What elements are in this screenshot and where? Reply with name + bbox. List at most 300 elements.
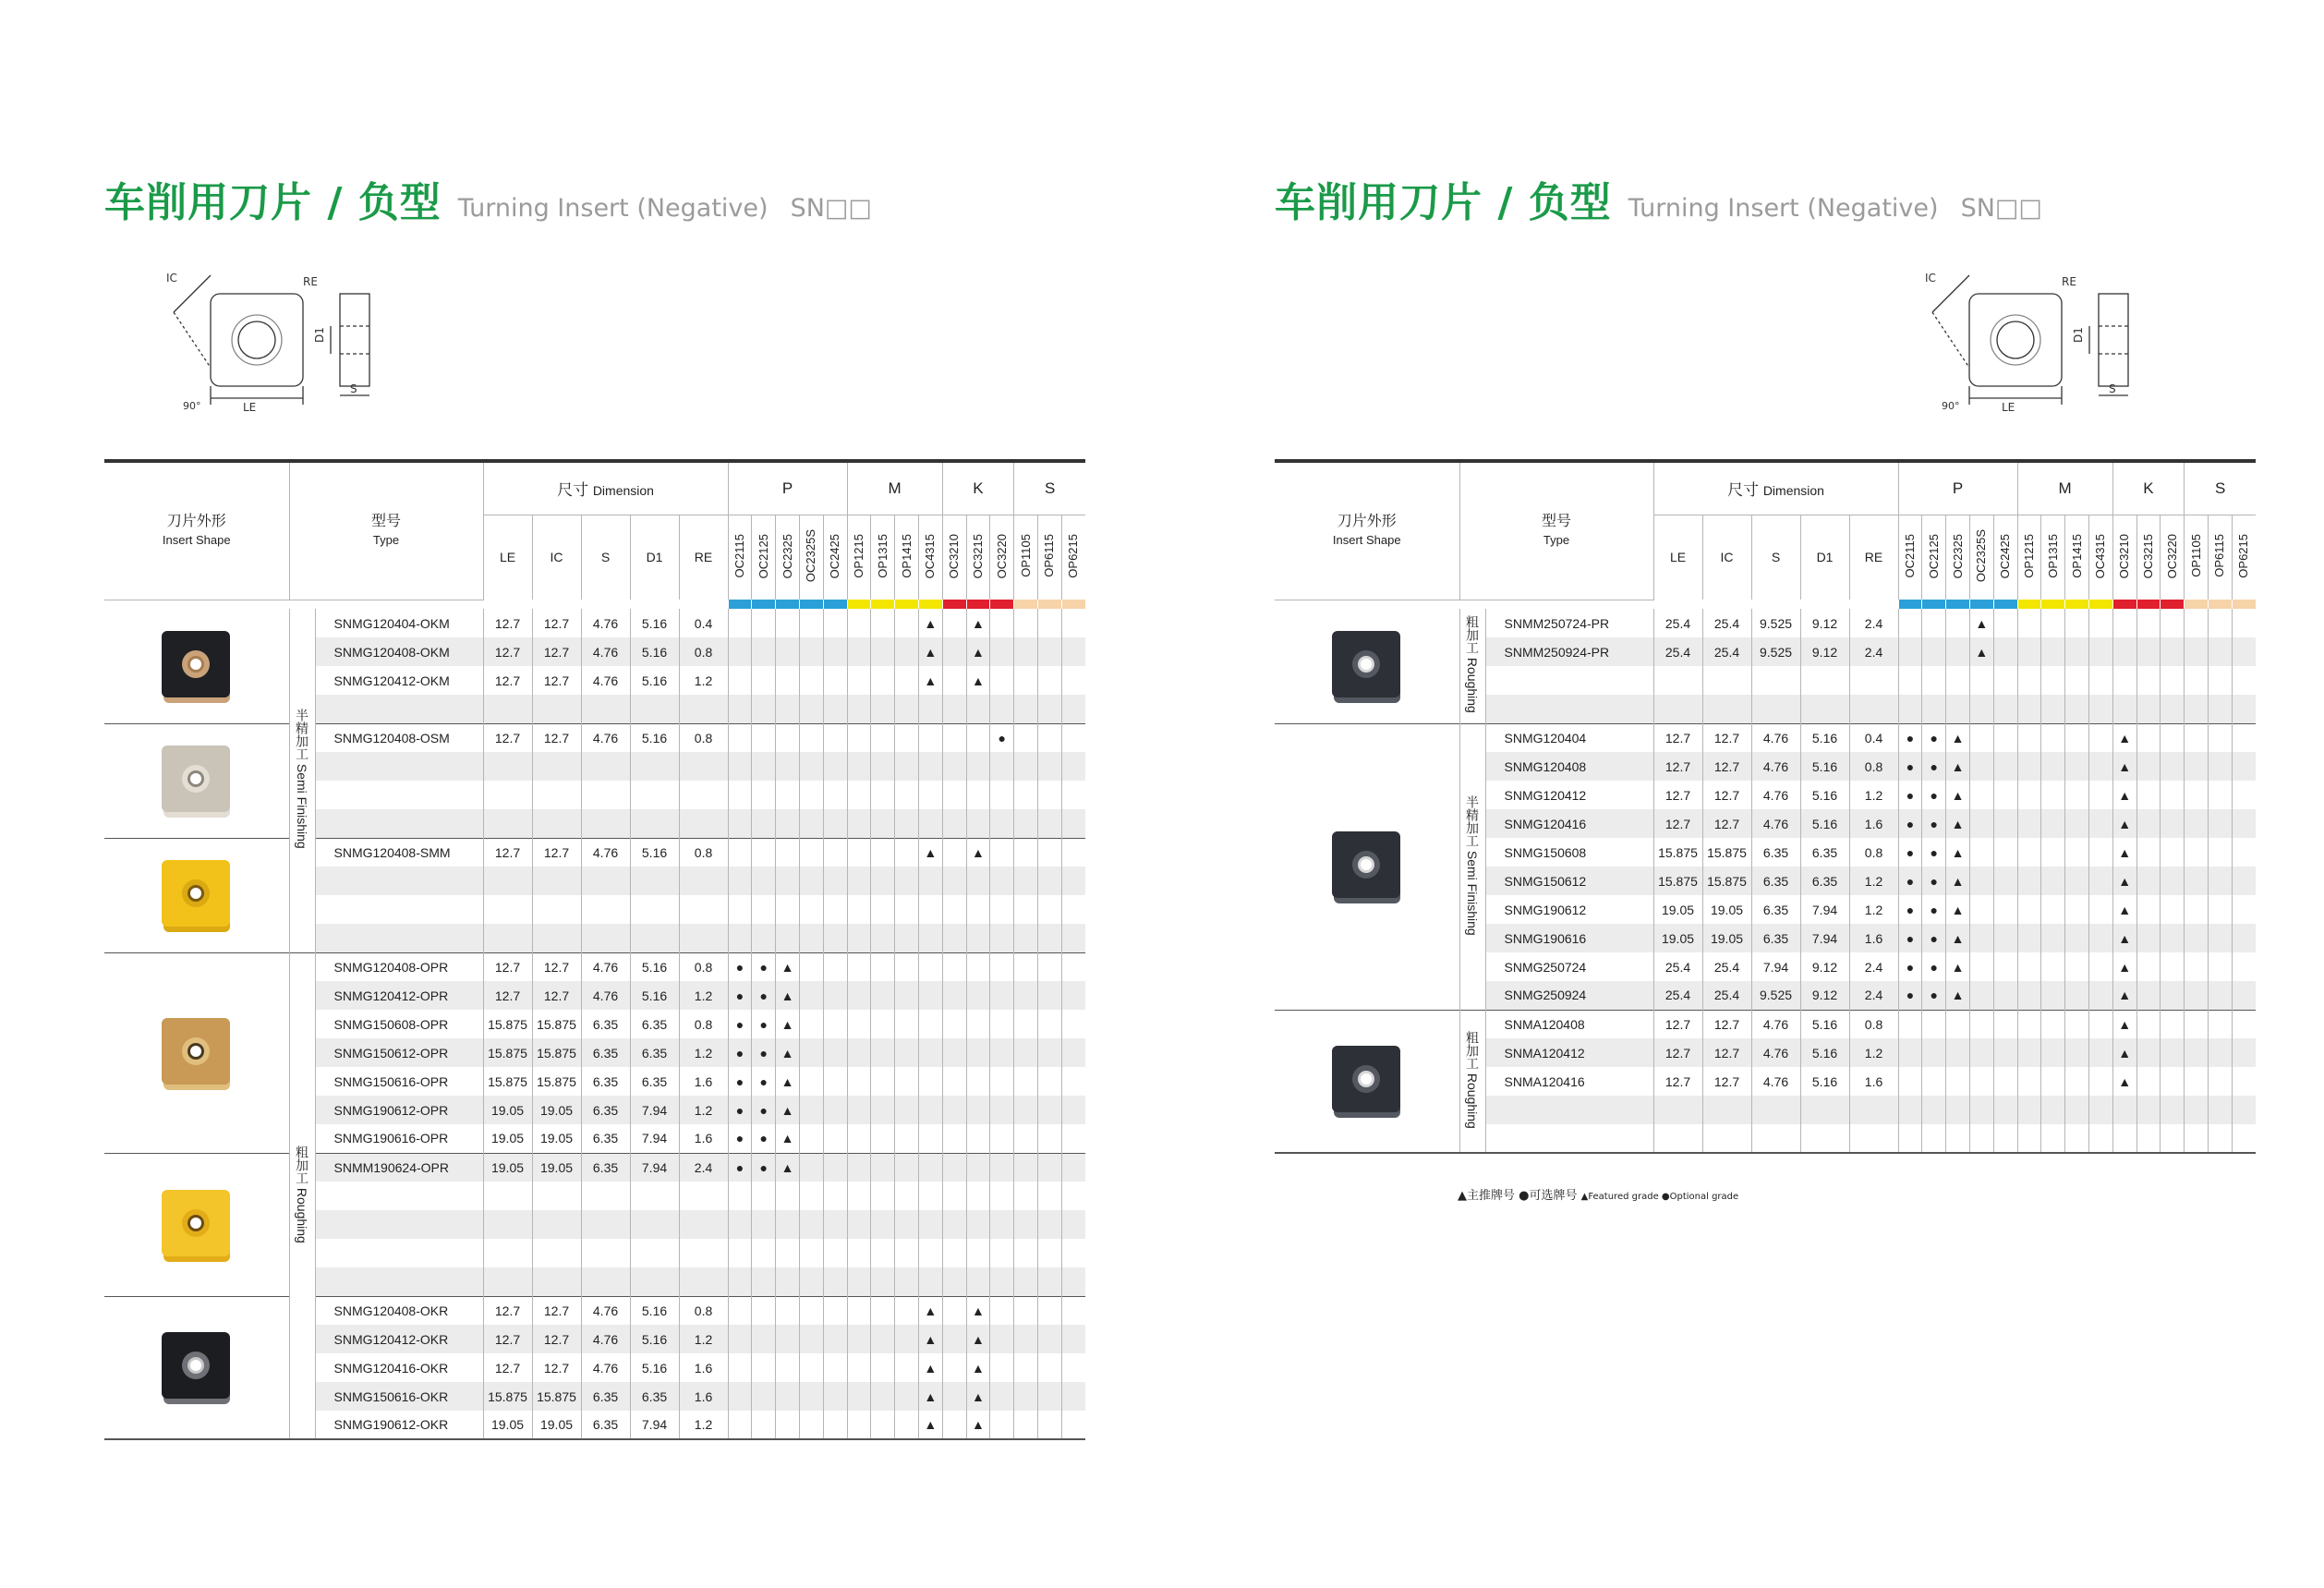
dimension-cell [1751,666,1800,695]
grade-cell [966,895,990,924]
grade-cell [776,752,800,781]
grade-cell: ▲ [2112,1067,2136,1096]
grade-cell [2088,723,2112,752]
grade-cell [1061,609,1085,637]
grade-cell: ▲ [1946,952,1970,981]
grade-cell: ▲ [1946,924,1970,952]
grade-cell [1993,1096,2017,1124]
grade-cell [2041,1038,2065,1067]
grade-cell [1922,1038,1946,1067]
grade-cell [728,838,752,867]
dimension-cell: 4.76 [1751,809,1800,838]
grade-cell [990,695,1014,723]
dimension-cell: 5.16 [1800,781,1849,809]
grade-cell [823,952,847,981]
dimension-cell: 6.35 [630,1010,679,1038]
dimension-cell: 7.94 [1800,895,1849,924]
dimension-cell: 12.7 [483,838,532,867]
grade-cell [1969,867,1993,895]
grade-cell [1014,1096,1038,1124]
dimension-cell: 25.4 [1702,637,1751,666]
grade-cell [1061,781,1085,809]
left-page [104,0,1081,1588]
grade-cell [2161,752,2185,781]
dimension-cell: 12.7 [532,838,581,867]
grade-cell [942,1010,966,1038]
grade-cell [2232,924,2256,952]
grade-cell: ▲ [2112,781,2136,809]
grade-cell [776,1210,800,1239]
grade-cell [990,1096,1014,1124]
grade-cell [2208,609,2232,637]
grade-cell [799,1067,823,1096]
grade-cell [895,1096,919,1124]
grade-cell [1969,924,1993,952]
dimension-cell [532,895,581,924]
grade-cell [1898,666,1922,695]
grade-cell [2041,895,2065,924]
grade-cell [942,924,966,952]
dimension-cell [483,695,532,723]
dimension-cell [1702,1124,1751,1153]
grade-cell [1969,1067,1993,1096]
grade-cell [2088,695,2112,723]
grade-cell [799,752,823,781]
grade-cell [2161,723,2185,752]
grade-cell [752,895,776,924]
dimension-cell: 0.8 [1849,1010,1898,1038]
grade-cell [871,838,895,867]
grade-cell [1993,924,2017,952]
grade-cell [2017,723,2041,752]
grade-cell: ▲ [1946,781,1970,809]
grade-cell [871,1038,895,1067]
grade-cell [2017,895,2041,924]
dimension-cell: 5.16 [1800,809,1849,838]
dimension-cell: 5.16 [630,838,679,867]
grade-cell [942,1267,966,1296]
grade-cell [1014,781,1038,809]
dimension-cell: 0.8 [679,723,728,752]
dimension-cell: 19.05 [1653,924,1702,952]
grade-cell [799,924,823,952]
grade-cell [728,1210,752,1239]
grade-cell [871,809,895,838]
dimension-cell: 4.76 [581,1325,630,1353]
grade-cell: ● [752,1038,776,1067]
grade-cell [990,781,1014,809]
grade-cell [823,637,847,666]
grade-cell [2017,637,2041,666]
grade-cell: ▲ [2112,1010,2136,1038]
dimension-cell: 12.7 [532,952,581,981]
grade-cell [1037,809,1061,838]
grade-cell [942,1067,966,1096]
dimension-cell [679,867,728,895]
grade-cell: ● [752,981,776,1010]
grade-cell [1014,1124,1038,1153]
grade-header: OC4315 [918,515,942,600]
grade-cell [1061,1038,1085,1067]
grade-cell [1922,637,1946,666]
grade-cell [776,666,800,695]
grade-cell: ▲ [2112,838,2136,867]
grade-cell [966,1239,990,1267]
insert-image [151,1321,243,1413]
dimension-cell: 12.7 [1702,1067,1751,1096]
type-cell: SNMG120408-SMM [315,838,483,867]
grade-cell [799,1325,823,1353]
group-m: M [847,461,942,515]
grade-cell [942,1325,966,1353]
grade-cell [1037,1153,1061,1182]
grade-cell [1014,1239,1038,1267]
type-cell: SNMG150612 [1485,867,1653,895]
dimension-cell: 0.4 [1849,723,1898,752]
dimension-cell: 4.76 [581,1353,630,1382]
grade-cell: ● [1922,952,1946,981]
grade-cell [1993,1010,2017,1038]
grade-color-bar [990,600,1014,609]
grade-cell [2208,781,2232,809]
grade-cell [990,1267,1014,1296]
grade-cell: ● [728,1124,752,1153]
dimension-cell: 12.7 [1653,752,1702,781]
grade-cell [2161,924,2185,952]
dimension-cell: 12.7 [1702,781,1751,809]
grade-cell [871,1325,895,1353]
grade-cell [871,1210,895,1239]
grade-cell [2185,1067,2209,1096]
grade-cell [2208,1010,2232,1038]
grade-cell [966,752,990,781]
grade-cell: ● [752,1124,776,1153]
grade-cell [990,1067,1014,1096]
dimension-cell: 4.76 [1751,752,1800,781]
grade-cell: ▲ [776,1096,800,1124]
grade-cell: ● [728,1038,752,1067]
grade-cell [728,895,752,924]
grade-cell [1946,695,1970,723]
type-cell [315,1182,483,1210]
grade-cell [2041,695,2065,723]
dimension-cell: 15.875 [1702,867,1751,895]
grade-cell [1898,695,1922,723]
grade-cell [871,1296,895,1325]
grade-cell [990,838,1014,867]
grade-cell [1037,1296,1061,1325]
grade-cell: ● [1898,723,1922,752]
dimension-cell: 19.05 [532,1124,581,1153]
grade-cell [823,1411,847,1439]
dimension-cell: 1.2 [679,1325,728,1353]
grade-cell [1898,1124,1922,1153]
table-row [104,609,1085,637]
type-cell: SNMG120404 [1485,723,1653,752]
grade-cell [847,1153,871,1182]
grade-cell [847,1353,871,1382]
grade-cell: ▲ [1946,838,1970,867]
dimension-cell: 12.7 [1702,1038,1751,1067]
insert-image [151,1179,243,1271]
grade-cell [1037,895,1061,924]
dimension-cell: 1.2 [679,1038,728,1067]
insert-shape-cell [1275,723,1459,1010]
dimension-cell [483,781,532,809]
dimension-cell [679,1267,728,1296]
grade-cell [1061,1411,1085,1439]
grade-cell [895,1382,919,1411]
grade-cell [2088,838,2112,867]
grade-cell [2065,1067,2089,1096]
insert-diagram [155,261,423,428]
grade-cell [2088,1067,2112,1096]
grade-cell [2185,809,2209,838]
grade-cell [990,809,1014,838]
grade-cell [1014,867,1038,895]
grade-cell [823,924,847,952]
dimension-cell: 4.76 [581,666,630,695]
grade-cell [942,723,966,752]
grade-cell [871,981,895,1010]
grade-cell [990,609,1014,637]
grade-cell [752,1382,776,1411]
grade-cell [990,867,1014,895]
grade-cell [776,809,800,838]
grade-cell [942,867,966,895]
dimension-cell: 12.7 [483,1353,532,1382]
grade-cell [1014,1296,1038,1325]
dimension-cell: 19.05 [483,1124,532,1153]
grade-cell [1061,1325,1085,1353]
grade-cell [847,1067,871,1096]
grade-cell [895,695,919,723]
type-cell [315,867,483,895]
dimension-cell: 1.6 [679,1067,728,1096]
grade-color-bar [1993,600,2017,609]
grade-cell: ▲ [918,1325,942,1353]
grade-cell [1037,695,1061,723]
grade-cell [895,895,919,924]
grade-cell: ▲ [966,609,990,637]
grade-cell: ● [1898,867,1922,895]
dimension-cell [679,781,728,809]
grade-cell [1061,1353,1085,1382]
grade-header: OP1315 [2041,515,2065,600]
dim-header: D1 [630,515,679,600]
machining-group-label: 粗加工 Roughing [1459,1010,1485,1153]
grade-cell [847,1096,871,1124]
grade-cell [776,867,800,895]
grade-cell [2185,924,2209,952]
grade-cell [1993,838,2017,867]
grade-cell [1946,1124,1970,1153]
grade-cell [728,1239,752,1267]
grade-cell [2017,1096,2041,1124]
grade-cell [1061,1210,1085,1239]
grade-cell: ▲ [776,1067,800,1096]
grade-cell [752,752,776,781]
grade-cell [1037,952,1061,981]
dimension-cell [1653,666,1702,695]
grade-cell [823,1038,847,1067]
grade-cell [799,1210,823,1239]
grade-cell [823,1010,847,1038]
grade-color-bar [2041,600,2065,609]
grade-cell [1993,695,2017,723]
grade-cell [2185,1038,2209,1067]
insert-diagram-right [1914,261,2182,428]
grade-cell [2185,1010,2209,1038]
grade-cell [871,1153,895,1182]
machining-group-label: 粗加工 Roughing [289,952,315,1439]
grade-header: OC4315 [2088,515,2112,600]
grade-cell [895,1038,919,1067]
svg-text:S: S [2109,382,2116,395]
grade-cell [2065,637,2089,666]
grade-cell: ▲ [776,1038,800,1067]
grade-cell [2136,1067,2161,1096]
grade-cell [942,809,966,838]
grade-cell [1037,1010,1061,1038]
grade-cell [990,1353,1014,1382]
grade-cell [966,1067,990,1096]
type-cell: SNMG150608-OPR [315,1010,483,1038]
grade-color-bar [799,600,823,609]
grade-cell: ▲ [966,1411,990,1439]
grade-cell [990,924,1014,952]
grade-cell [2017,666,2041,695]
dimension-cell: 0.8 [1849,752,1898,781]
grade-cell [942,1353,966,1382]
grade-cell [1993,981,2017,1010]
grade-cell [799,1267,823,1296]
grade-cell [966,1010,990,1038]
grade-cell [2112,1124,2136,1153]
grade-cell [2088,637,2112,666]
grade-cell [966,867,990,895]
dimension-cell: 6.35 [581,1153,630,1182]
grade-cell [776,723,800,752]
grade-cell [2232,781,2256,809]
dimension-cell: 0.8 [679,1010,728,1038]
grade-cell [1061,752,1085,781]
grade-cell [2232,695,2256,723]
grade-cell [2112,637,2136,666]
grade-cell [1946,1067,1970,1096]
grade-cell [942,695,966,723]
dimension-cell: 15.875 [483,1010,532,1038]
grade-cell [918,723,942,752]
grade-cell [1946,1038,1970,1067]
dimension-cell [630,895,679,924]
dimension-cell [1702,695,1751,723]
grade-cell [2017,1038,2041,1067]
grade-cell [942,1124,966,1153]
table-row [1275,1010,2256,1038]
grade-cell [1014,1267,1038,1296]
dimension-cell: 1.6 [679,1353,728,1382]
grade-cell [847,1239,871,1267]
grade-cell [2041,1067,2065,1096]
grade-cell [918,1153,942,1182]
dimension-cell: 1.2 [679,1096,728,1124]
grade-cell: ▲ [1946,981,1970,1010]
grade-cell [847,752,871,781]
right-page [1275,0,2251,1588]
dimension-cell: 12.7 [1653,781,1702,809]
grade-cell [1061,1124,1085,1153]
grade-cell [1014,637,1038,666]
dimension-cell: 12.7 [483,981,532,1010]
grade-cell [752,723,776,752]
grade-cell [918,1038,942,1067]
grade-cell [847,609,871,637]
grade-cell [2065,981,2089,1010]
dimension-cell: 12.7 [532,666,581,695]
dimension-cell: 25.4 [1702,609,1751,637]
dimension-cell: 5.16 [1800,723,1849,752]
type-cell: SNMG120404-OKM [315,609,483,637]
grade-cell [966,695,990,723]
col-insert-shape: 刀片外形 Insert Shape [104,461,289,600]
grade-cell [799,1182,823,1210]
grade-cell [871,666,895,695]
dimension-cell: 0.8 [679,838,728,867]
grade-cell [942,781,966,809]
grade-cell [1037,723,1061,752]
grade-cell [847,838,871,867]
grade-cell [895,1153,919,1182]
grade-cell [1922,1067,1946,1096]
grade-color-bar [871,600,895,609]
dimension-cell: 0.8 [679,1296,728,1325]
col-type: 型号 Type [289,461,483,600]
grade-cell [823,1210,847,1239]
insert-shape-cell [1275,1010,1459,1153]
dimension-cell [532,1182,581,1210]
grade-cell [847,1124,871,1153]
grade-cell [2041,1124,2065,1153]
dimension-cell: 4.76 [581,1296,630,1325]
grade-cell [966,1096,990,1124]
grade-cell [2136,895,2161,924]
grade-cell [2208,867,2232,895]
dimension-cell: 12.7 [1702,809,1751,838]
grade-cell [918,1067,942,1096]
dimension-cell [1800,666,1849,695]
grade-cell [918,981,942,1010]
dimension-cell: 12.7 [1653,1067,1702,1096]
grade-cell [2232,723,2256,752]
dimension-cell: 4.76 [581,838,630,867]
grade-cell [871,952,895,981]
grade-cell [2041,723,2065,752]
grade-cell [776,609,800,637]
grade-cell [1037,752,1061,781]
grade-header: OC3220 [2161,515,2185,600]
grade-cell [847,1010,871,1038]
grade-header: OP1415 [2065,515,2089,600]
type-cell: SNMG150616-OKR [315,1382,483,1411]
grade-cell: ▲ [918,838,942,867]
dimension-cell [532,695,581,723]
grade-cell [2136,952,2161,981]
grade-cell [1037,1182,1061,1210]
dimension-cell: 6.35 [630,1382,679,1411]
grade-cell [1969,952,1993,981]
grade-cell [1037,1210,1061,1239]
